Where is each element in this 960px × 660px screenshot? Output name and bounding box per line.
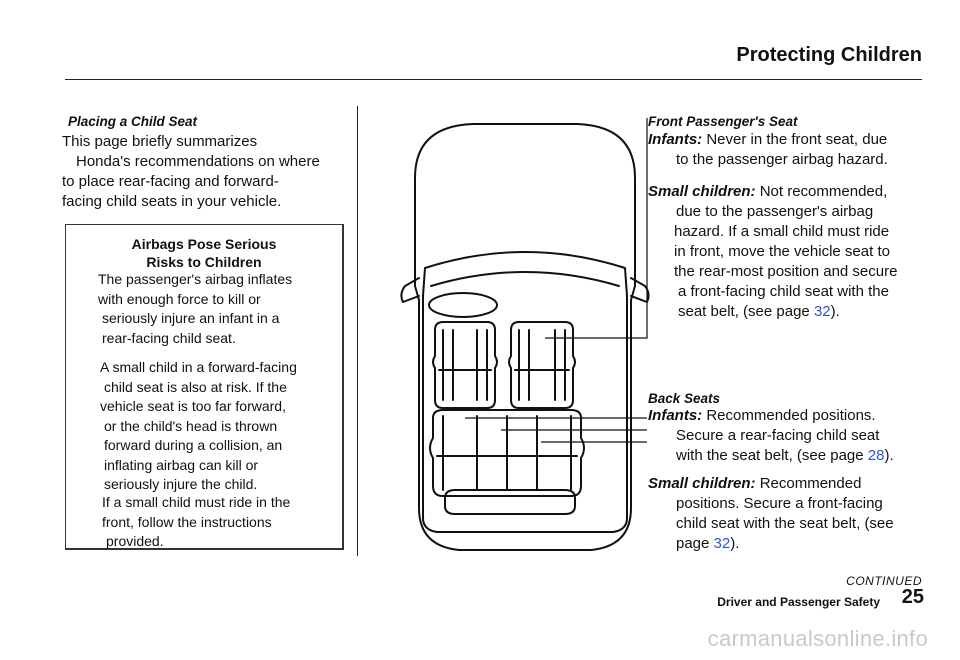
front-small-line: a front-facing child seat with the [678, 283, 889, 300]
warning-title-line: Risks to Children [146, 254, 262, 270]
warning-line: vehicle seat is too far forward, [100, 398, 286, 414]
front-small-children-label: Small children: [648, 183, 756, 200]
page-link-28[interactable]: 28 [867, 447, 885, 464]
front-infants-text: Never in the front seat, due [702, 131, 888, 148]
front-infants-label: Infants: [648, 131, 703, 148]
warning-line: inflating airbag can kill or [104, 456, 259, 473]
front-small-line: the rear-most position and secure [674, 263, 898, 280]
back-infants-line: Secure a rear-facing child seat [676, 427, 880, 444]
back-small-line: child seat with the seat belt, (see [676, 515, 894, 532]
windshield-line [431, 272, 619, 286]
warning-line: or the child's head is thrown [104, 417, 278, 434]
back-small-line-end: ). [730, 535, 740, 552]
front-small-line: due to the passenger's airbag [676, 203, 874, 220]
front-small-line: seat belt, (see page [678, 303, 814, 320]
header-rule [65, 79, 922, 80]
intro-line: Honda's recommendations on where [76, 153, 320, 170]
warning-line: with enough force to kill or [98, 290, 261, 307]
warning-line: forward during a collision, an [104, 437, 283, 453]
back-small-text: Recommended [755, 475, 862, 492]
back-small-children-block [648, 474, 894, 554]
page-title: Protecting Children [736, 44, 922, 66]
warning-line: child seat is also at risk. If the [104, 378, 287, 395]
warning-line: If a small child must ride in the [102, 494, 291, 510]
page-number: 25 [901, 586, 924, 608]
page-link-32[interactable]: 32 [813, 303, 831, 320]
warning-line: A small child in a forward-facing [100, 359, 297, 375]
front-small-children-block [648, 182, 897, 322]
warning-paragraph-1 [98, 270, 292, 348]
placing-child-seat-heading: Placing a Child Seat [68, 114, 198, 129]
seat-stitch [437, 416, 577, 490]
back-small-line: page [676, 535, 714, 552]
rear-seat-headrest [445, 490, 575, 514]
watermark: carmanualsonline.info [707, 626, 928, 651]
seat-stitch [439, 330, 491, 400]
warning-paragraph-2 [100, 358, 297, 495]
warning-line: front, follow the instructions [102, 513, 272, 530]
page-link-32[interactable]: 32 [713, 535, 731, 552]
seat-stitch [515, 330, 569, 400]
back-seats-heading: Back Seats [648, 391, 721, 406]
warning-title [66, 235, 342, 271]
intro-paragraph [62, 132, 352, 212]
section-label: Driver and Passenger Safety [717, 595, 880, 609]
front-passenger-seat-heading: Front Passenger's Seat [648, 114, 798, 129]
front-small-text: Not recommended, [755, 183, 888, 200]
back-infants-line-end: ). [884, 447, 894, 464]
back-infants-block [648, 406, 894, 466]
warning-line: seriously injure the child. [104, 476, 258, 492]
back-infants-text: Recommended positions. [702, 407, 876, 424]
continued-label: CONTINUED [846, 574, 922, 588]
car-body-outline [415, 124, 635, 550]
intro-line: facing child seats in your vehicle. [62, 193, 282, 210]
front-small-line: hazard. If a small child must ride [674, 223, 890, 240]
steering-wheel-icon [429, 293, 497, 317]
warning-line: The passenger's airbag inflates [98, 271, 293, 287]
intro-line: to place rear-facing and forward- [62, 173, 279, 190]
back-small-children-label: Small children: [648, 475, 756, 492]
back-infants-label: Infants: [648, 407, 703, 424]
warning-line: rear-facing child seat. [102, 329, 236, 346]
front-small-line-end: ). [830, 303, 840, 320]
warning-line: seriously injure an infant in a [102, 310, 280, 326]
back-small-line: positions. Secure a front-facing [676, 495, 883, 512]
warning-title-line: Airbags Pose Serious [131, 236, 277, 252]
front-infants-line: to the passenger airbag hazard. [676, 151, 888, 168]
warning-paragraph-3 [102, 493, 290, 552]
airbag-warning-box [65, 224, 344, 550]
intro-line: This page briefly summarizes [62, 133, 258, 150]
front-small-line: in front, move the vehicle seat to [674, 243, 890, 260]
front-infants-block [648, 130, 888, 170]
back-infants-line: with the seat belt, (see page [676, 447, 868, 464]
car-seating-diagram [395, 118, 655, 558]
column-divider [357, 106, 358, 556]
warning-line: provided. [106, 533, 164, 549]
